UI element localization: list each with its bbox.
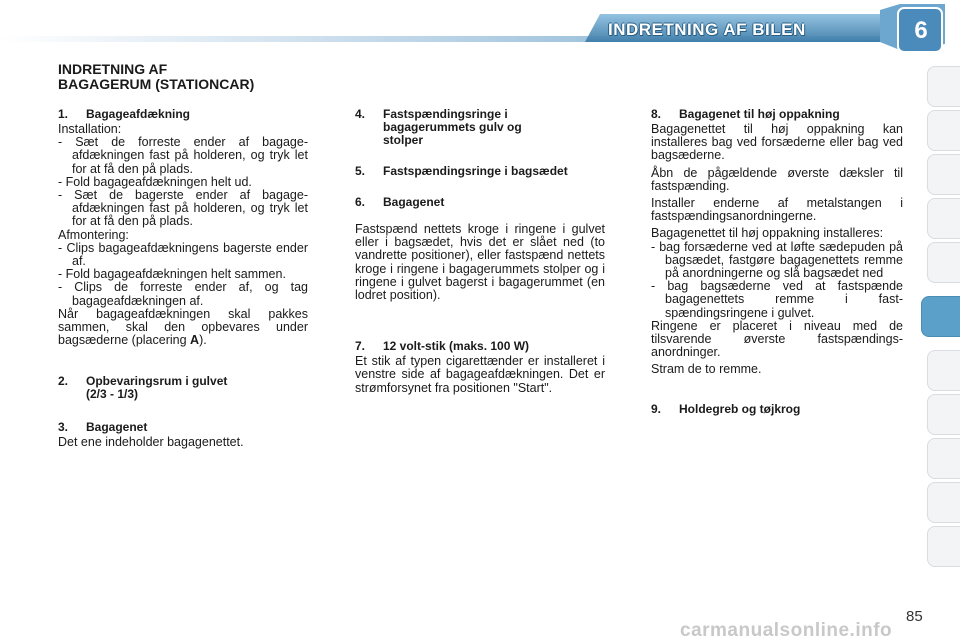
heading-3: 3. Bagagenet	[58, 420, 148, 435]
chapter-tab-active[interactable]	[921, 296, 960, 337]
chapter-tab[interactable]	[927, 350, 960, 391]
heading-9: 9. Holdegreb og tøjkrog	[651, 401, 801, 416]
header-title: INDRETNING AF BILEN	[608, 20, 806, 39]
list-item: - Fold bagageafdækningen helt ud.	[58, 174, 252, 189]
section-6-text: Fastspænd nettets kroge i ringene i gulvet eller i bagsædet, hvis det er slået ned (to vandrette positioner), eller fastspænd nettets kroge i ringene i bagagerummets stolper og i ringene i gulvet bagerst i bagagerummet (en lodret position).	[355, 222, 605, 303]
heading-4: 4. Fastspændingsringe i bagagerummets gulv og stolper	[355, 107, 522, 147]
remove-label: Afmontering:	[58, 227, 129, 242]
chapter-tabs	[927, 66, 960, 576]
column-1	[58, 108, 308, 450]
paragraph: Stram de to remme.	[651, 362, 762, 377]
chapter-number: 6	[914, 17, 928, 44]
chapter-tab[interactable]	[927, 242, 960, 283]
list-item: - Fold bagageafdækningen helt sammen.	[58, 267, 286, 282]
page-header	[0, 0, 960, 62]
list-item: - Clips de forreste ender af, og tag bagageafdækningen af.	[58, 280, 308, 308]
chapter-tab[interactable]	[927, 394, 960, 435]
chapter-tab[interactable]	[927, 66, 960, 107]
paragraph: Åbn de pågældende øverste dæksler til fastspænding.	[651, 165, 903, 193]
heading-2: 2. Opbevaringsrum i gulvet (2/3 - 1/3)	[58, 374, 228, 402]
page-number: 85	[906, 608, 923, 625]
heading-7: 7. 12 volt-stik (maks. 100 W)	[355, 339, 530, 354]
list-item: - bag forsæderne ved at løfte sædepuden på bagsædet, fastgøre bagagenettets remme på anordningerne og slå bagsædet ned	[651, 239, 903, 281]
placement-ref: A	[190, 333, 200, 348]
heading-1: 1. Bagageafdækning	[58, 107, 191, 121]
section-title-line-2: BAGAGERUM (STATIONCAR)	[58, 76, 255, 92]
pack-paragraph: Når bagageafdækningen skal pakkes sammen, skal den opbevares under bagsæderne (placering A).	[58, 306, 308, 348]
list-item: - Sæt de bagerste ender af bagageafdækningen fast på holderen, og tryk let for at få den på plads.	[58, 188, 308, 229]
paragraph: Bagagenettet til høj oppakning installeres:	[651, 226, 884, 241]
section-title-line-1: INDRETNING AF	[58, 61, 168, 77]
heading-8: 8. Bagagenet til høj oppakning	[651, 107, 840, 121]
heading-6: 6. Bagagenet	[355, 195, 445, 209]
paragraph: Ringene er placeret i niveau med de tilsvarende øverste fastspændingsanordninger.	[651, 318, 903, 360]
list-item: - Sæt de forreste ender af bagageafdækningen fast på holderen, og tryk let for at få den på plads.	[58, 135, 308, 176]
paragraph: Bagagenettet til høj oppakning kan installeres bag ved forsæderne eller bag ved bagsæderne.	[651, 122, 903, 163]
install-label: Installation:	[58, 122, 122, 136]
paragraph: Installer enderne af metalstangen i fastspændingsanordningerne.	[651, 196, 903, 224]
heading-5: 5. Fastspændingsringe i bagsædet	[355, 164, 568, 178]
watermark: carmanualsonline.info	[680, 620, 893, 641]
chapter-tab[interactable]	[927, 110, 960, 151]
header-banner	[0, 0, 960, 62]
section-7-text: Et stik af typen cigarettænder er installeret i venstre side af bagageafdækningen. Det er strømforsynet fra positionen "Start".	[355, 354, 605, 395]
column-3	[651, 108, 903, 416]
chapter-tab[interactable]	[927, 526, 960, 567]
list-item: - Clips bagageafdækningens bagerste ender af.	[58, 240, 308, 269]
list-item: - bag bagsæderne ved at fastspænde bagagenettets remme i fastspændingsringene i gulvet.	[651, 279, 903, 320]
chapter-tab[interactable]	[927, 154, 960, 195]
column-2	[355, 108, 605, 395]
section-3-text: Det ene indeholder bagagenettet.	[58, 435, 244, 450]
section-title	[58, 62, 254, 92]
chapter-tab[interactable]	[927, 482, 960, 523]
chapter-tab[interactable]	[927, 438, 960, 479]
chapter-tab[interactable]	[927, 198, 960, 239]
